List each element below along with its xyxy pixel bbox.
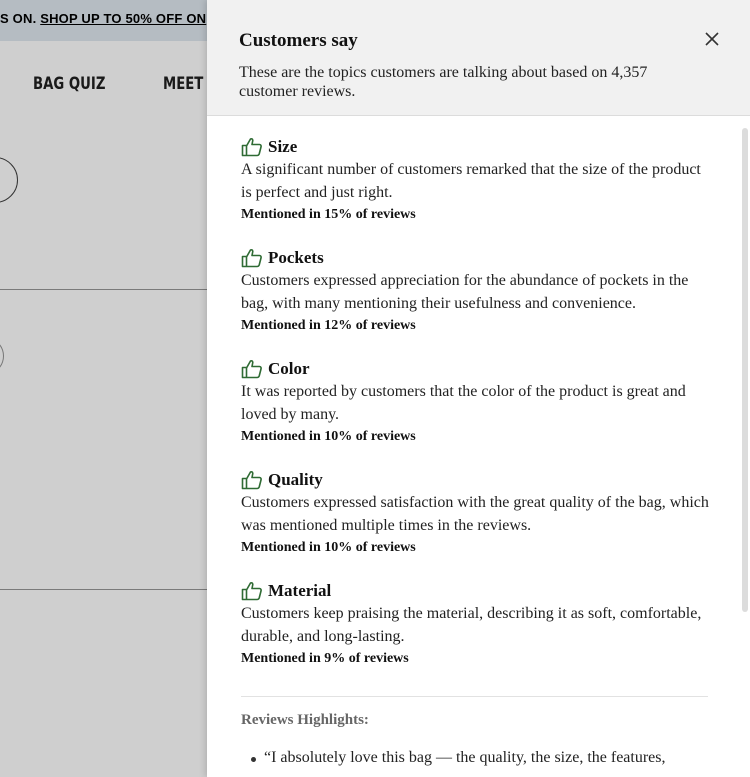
thumbs-up-icon — [241, 359, 263, 379]
thumbs-up-icon — [241, 137, 263, 157]
panel-body[interactable] — [207, 117, 750, 777]
topic-mention: Mentioned in 12% of reviews — [241, 318, 416, 333]
topic-material — [241, 581, 711, 692]
topic-pockets — [241, 248, 711, 359]
close-icon — [701, 28, 723, 50]
nav-bag-quiz[interactable]: BAG QUIZ — [33, 74, 106, 94]
topic-name: Pockets — [268, 248, 324, 267]
topic-description: Customers expressed appreciation for the abundance of pockets in the bag, with many mentioning their usefulness and convenience. — [241, 272, 689, 312]
topic-name: Color — [268, 359, 310, 378]
topic-mention: Mentioned in 10% of reviews — [241, 540, 416, 555]
background-circle-button — [0, 157, 18, 203]
customers-say-panel — [207, 0, 750, 777]
thumbs-up-icon — [241, 470, 263, 490]
topic-name: Size — [268, 137, 298, 156]
topic-mention: Mentioned in 9% of reviews — [241, 651, 409, 666]
thumbs-up-icon — [241, 248, 263, 268]
promo-link[interactable]: SHOP UP TO 50% OFF ON — [40, 11, 207, 26]
highlights-list — [251, 747, 711, 769]
scrollbar[interactable] — [742, 128, 748, 612]
section-divider — [241, 696, 708, 697]
background-divider — [0, 289, 210, 290]
promo-banner-text: S ON. SHOP UP TO 50% OFF ON — [0, 11, 207, 26]
nav-meet[interactable]: MEET — [163, 74, 204, 94]
background-circle-button — [0, 340, 4, 372]
topic-description: Customers expressed satisfaction with the great quality of the bag, which was mentioned multiple times in the reviews. — [241, 494, 709, 534]
topic-description: A significant number of customers remarked that the size of the product is perfect and just right. — [241, 161, 701, 201]
topic-name: Quality — [268, 470, 323, 489]
topic-quality — [241, 470, 711, 581]
topic-list — [241, 137, 711, 692]
topic-mention: Mentioned in 15% of reviews — [241, 207, 416, 222]
close-button[interactable] — [701, 28, 723, 50]
background-divider — [0, 589, 210, 590]
topic-description: It was reported by customers that the color of the product is great and loved by many. — [241, 383, 686, 423]
highlights-title: Reviews Highlights: — [241, 712, 369, 728]
thumbs-up-icon — [241, 581, 263, 601]
panel-header — [207, 0, 750, 116]
panel-title: Customers say — [239, 30, 358, 51]
topic-description: Customers keep praising the material, describing it as soft, comfortable, durable, and long-lasting. — [241, 605, 702, 645]
topic-name: Material — [268, 581, 332, 600]
panel-subtitle: These are the topics customers are talking about based on 4,357 customer reviews. — [239, 64, 648, 100]
topic-size — [241, 137, 711, 248]
highlight-item: “I absolutely love this bag — the quality, the size, the features, — [251, 747, 711, 769]
topic-mention: Mentioned in 10% of reviews — [241, 429, 416, 444]
topic-color — [241, 359, 711, 470]
